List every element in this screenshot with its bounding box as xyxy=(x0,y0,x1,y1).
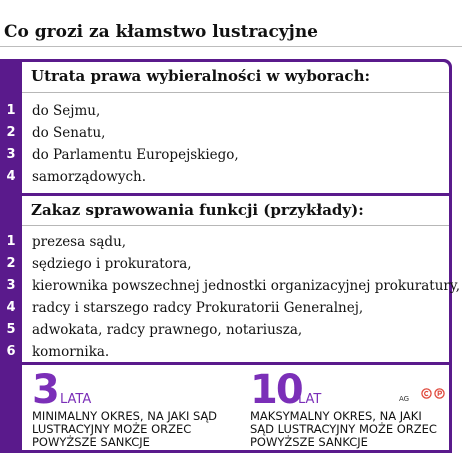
section2-number-3: 3 xyxy=(6,278,16,293)
max-description-line-3: POWYŻSZE SANKCJE xyxy=(250,435,368,449)
section1-heading: Utrata prawa wybieralności w wyborach: xyxy=(31,67,371,85)
section2-item-4: radcy i starszego radcy Prokuratorii Generalnej, xyxy=(32,300,364,316)
section1-item-4: samorządowych. xyxy=(32,169,147,185)
section1-number-4: 4 xyxy=(6,169,16,184)
section2-number-5: 5 xyxy=(6,322,16,337)
section1-item-1: do Sejmu, xyxy=(32,103,101,119)
section2-divider xyxy=(22,225,449,226)
min-description-line-1: MINIMALNY OKRES, NA JAKI SĄD xyxy=(32,409,218,423)
section2-number-4: 4 xyxy=(6,300,16,315)
credit-label: AG xyxy=(399,395,410,403)
section1-item-2: do Senatu, xyxy=(32,125,106,141)
min-description-line-2: LUSTRACYJNY MOŻE ORZEC xyxy=(32,422,192,436)
min-years-number: 3 xyxy=(32,367,58,413)
section2-heading: Zakaz sprawowania funkcji (przykłady): xyxy=(31,201,364,219)
section2-item-6: komornika. xyxy=(32,344,110,360)
section1-item-3: do Parlamentu Europejskiego, xyxy=(32,147,239,163)
max-description-line-1: MAKSYMALNY OKRES, NA JAKI xyxy=(250,409,422,423)
page-title: Co grozi za kłamstwo lustracyjne xyxy=(4,22,318,42)
title-divider xyxy=(0,46,462,47)
section2-number-2: 2 xyxy=(6,256,16,271)
section1-number-2: 2 xyxy=(6,125,16,140)
copyright-icon xyxy=(421,388,432,399)
section2-item-3: kierownika powszechnej jednostki organizacyjnej prokuratury, xyxy=(32,278,460,294)
max-years-number: 10 xyxy=(250,367,302,413)
section2-item-1: prezesa sądu, xyxy=(32,234,127,250)
max-description-line-2: SĄD LUSTRACYJNY MOŻE ORZEC xyxy=(250,422,437,436)
section2-item-2: sędziego i prokuratora, xyxy=(32,256,192,272)
p-circle-icon xyxy=(434,388,445,399)
section1-number-1: 1 xyxy=(6,103,16,118)
min-description-line-3: POWYŻSZE SANKCJE xyxy=(32,435,150,449)
section1-divider xyxy=(22,92,449,93)
section1-number-3: 3 xyxy=(6,147,16,162)
section2-number-1: 1 xyxy=(6,234,16,249)
max-years-unit: LAT xyxy=(298,392,322,407)
min-years-unit: LATA xyxy=(60,392,92,407)
section2-item-5: adwokata, radcy prawnego, notariusza, xyxy=(32,322,303,338)
section2-number-6: 6 xyxy=(6,344,16,359)
